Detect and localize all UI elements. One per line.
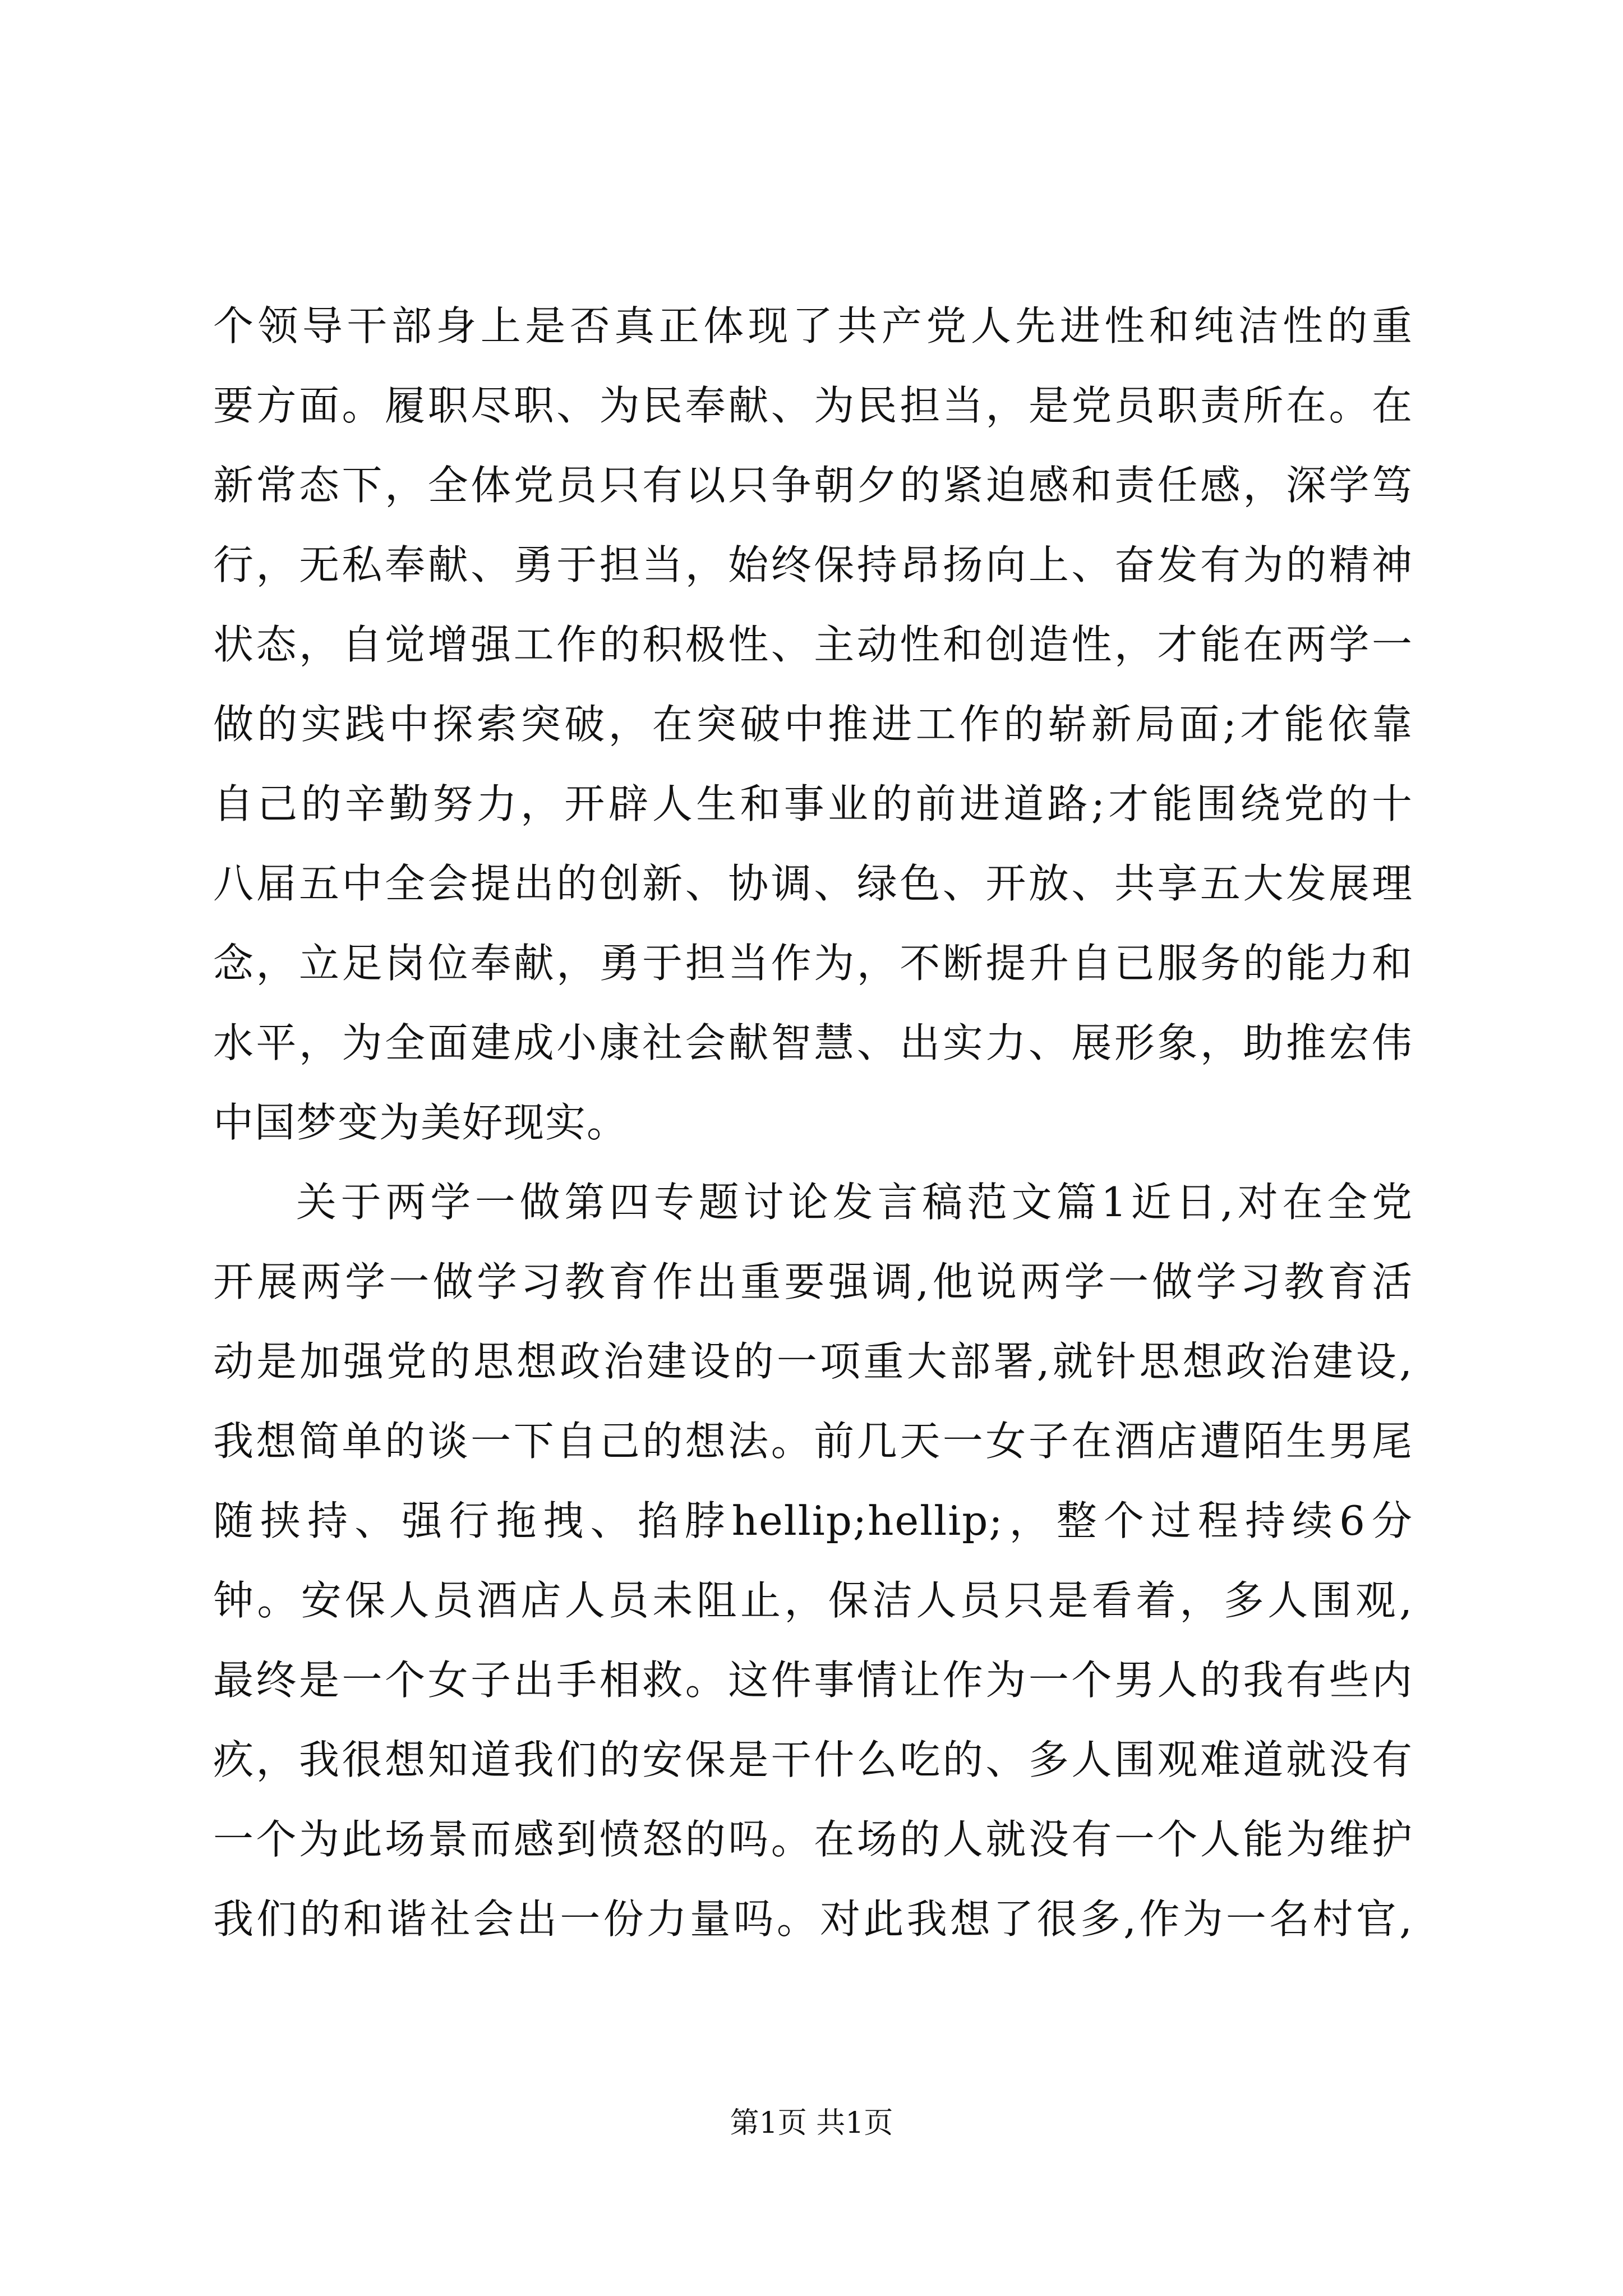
- text-line: 中国梦变为美好现实。: [213, 1099, 629, 1146]
- text-line: 开展两学一做学习教育作出重要强调,他说两学一做学习教育活: [213, 1258, 1413, 1305]
- text-line: 要方面。履职尽职、为民奉献、为民担当，是党员职责所在。在: [213, 382, 1413, 429]
- text-line: 最终是一个女子出手相救。这件事情让作为一个男人的我有些内: [213, 1657, 1413, 1704]
- text-line: 念，立足岗位奉献，勇于担当作为，不断提升自已服务的能力和: [213, 940, 1413, 987]
- text-line: 状态，自觉增强工作的积极性、主动性和创造性，才能在两学一: [213, 621, 1413, 668]
- text-line: 自己的辛勤努力，开辟人生和事业的前进道路;才能围绕党的十: [213, 780, 1413, 827]
- text-line: 我们的和谐社会出一份力量吗。对此我想了很多,作为一名村官,: [213, 1895, 1413, 1943]
- text-line: 做的实践中探索突破，在突破中推进工作的崭新局面;才能依靠: [213, 701, 1413, 748]
- text-line: 八届五中全会提出的创新、协调、绿色、开放、共享五大发展理: [213, 860, 1413, 907]
- text-line: 一个为此场景而感到愤怒的吗。在场的人就没有一个人能为维护: [213, 1816, 1413, 1863]
- page-footer: [0, 2104, 1623, 2143]
- paragraph-first-line: 关于两学一做第四专题讨论发言稿范文篇1近日,对在全党: [296, 1179, 1413, 1226]
- text-line: 钟。安保人员酒店人员未阻止，保洁人员只是看着，多人围观,: [213, 1577, 1413, 1624]
- text-line: 我想简单的谈一下自己的想法。前几天一女子在酒店遭陌生男尾: [213, 1418, 1413, 1465]
- text-line: 动是加强党的思想政治建设的一项重大部署,就针思想政治建设,: [213, 1338, 1413, 1385]
- page-number-label: 第1页 共1页: [730, 2106, 893, 2140]
- text-line: 新常态下，全体党员只有以只争朝夕的紧迫感和责任感，深学笃: [213, 462, 1413, 509]
- text-line: 个领导干部身上是否真正体现了共产党人先进性和纯洁性的重: [213, 302, 1413, 349]
- text-line: 行，无私奉献、勇于担当，始终保持昂扬向上、奋发有为的精神: [213, 541, 1413, 588]
- text-line: 随挟持、强行拖拽、掐脖hellip;hellip;，整个过程持续6分: [213, 1497, 1413, 1544]
- document-body: [213, 286, 1413, 1959]
- text-line: 水平，为全面建成小康社会献智慧、出实力、展形象，助推宏伟: [213, 1019, 1413, 1066]
- text-line: 疚，我很想知道我们的安保是干什么吃的、多人围观难道就没有: [213, 1736, 1413, 1783]
